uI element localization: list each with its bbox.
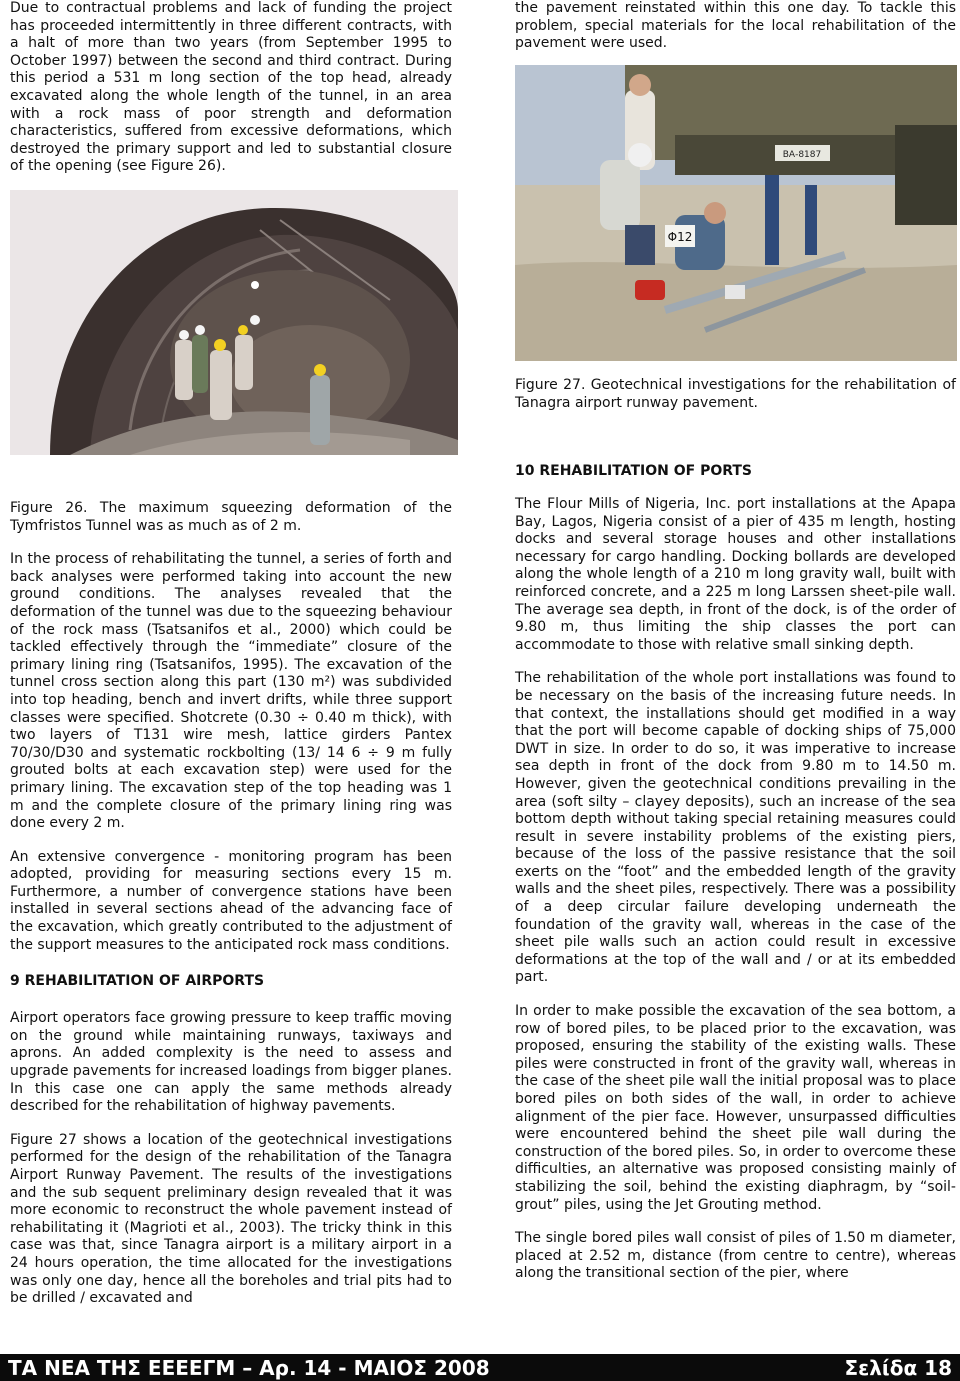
photo-sign-text: Φ12 <box>667 230 693 244</box>
paragraph-single-bored-piles: The single bored piles wall consist of piles of 1.50 m diameter, placed at 2.52 m, distance (from centre to centre), whereas along the transitional section of the pier, where <box>515 1230 956 1282</box>
paragraph-port-rehabilitation: The rehabilitation of the whole port installations was found to be necessary on the basis of the increasing future needs. In that context, the installations should get modified in a way that the port will become capable of docking ships of 75,000 DWT in size. In order to do so, it was imperative to increase sea depth in front of the dock from 9.80 m to 14.50 m. However, given the geotechnical conditions prevailing in the area (soft silty – clayey deposits), such an increase of the sea bottom depth without taking special retaining measures could result in severe instability problems of the existing piers, because of the loss of the passive resistance that the soil exerts on the “foot” and the embedded length of the gravity walls and the sheet piles, respectively. There was a possibility of a deep circular failure developing underneath the foundation of the gravity wall, whereas in the case of the sheet pile walls such an action could result in excessive deformations at the top of the wall and / or at its embedded part. <box>515 670 956 986</box>
figure-26-tunnel-photo <box>10 190 458 455</box>
left-column-bottom <box>10 500 452 1308</box>
section-9-heading: 9 REHABILITATION OF AIRPORTS <box>10 973 265 990</box>
footer-page-number: Σελίδα 18 <box>844 1356 952 1380</box>
paragraph-pavement-reinstated: the pavement reinstated within this one day. To tackle this problem, special materials for the local rehabilitation of the pavement were used. <box>515 0 956 52</box>
figure-26-caption: Figure 26. The maximum squeezing deformation of the Tymfristos Tunnel was as much as of 2 m. <box>10 500 452 534</box>
paragraph-tunnel-intro: Due to contractual problems and lack of funding the project has proceeded intermittently in three different contracts, with a halt of more than two years (from September 1995 to October 1997) between the second and third contract. During this period a 531 m long section of the top head, already excavated along the whole length of the tunnel, in an area with a rock mass of poor strength and deformation characteristics, suffered from excessive deformations, which destroyed the primary support and led to substantial closure of the opening (see Figure 26). <box>10 0 452 175</box>
paragraph-flour-mills: The Flour Mills of Nigeria, Inc. port installations at the Apapa Bay, Lagos, Nigeria consist of a pier of 435 m length, hosting docks and several storage houses and other installations necessary for cargo handling. Docking bollards are developed along the whole length of a 210 m long gravity wall, built with reinforced concrete, and a 225 m long Larssen sheet-pile wall. The average sea depth, in front of the dock, is of the order of 9.80 m, thus limiting the ship classes the port can accommodate to those with relative small sinking depth. <box>515 496 956 653</box>
page-footer <box>0 1354 960 1381</box>
paragraph-rehabilitating-tunnel: In the process of rehabilitating the tunnel, a series of forth and back analyses were performed taking into account the new ground conditions. The analyses revealed that the deformation of the tunnel was due to the squeezing behaviour of the rock mass (Tsatsanifos et al., 2000) which could be tackled effectively through the “immediate” closure of the primary lining ring (Tsatsanifos, 1995). The excavation of the tunnel cross section along this part (130 m²) was subdivided into top heading, bench and invert drifts, while three support classes were specified. Shotcrete (0.30 ÷ 0.40 m thick), with two layers of T131 wire mesh, lattice girders Pantex 70/30/D30 and systematic rockbolting (13/ 14 6 ÷ 9 m fully grouted bolts at each excavation step) were used for the primary lining. The excavation step of the top heading was 1 m and the complete closure of the primary lining ring was done every 2 m. <box>10 551 452 832</box>
left-column-top <box>10 0 452 176</box>
figure-27-caption-block <box>515 377 956 412</box>
right-column <box>515 0 956 53</box>
paragraph-figure-27-description: Figure 27 shows a location of the geotechnical investigations performed for the design of the rehabilitation of the Tanagra Airport Runway Pavement. The results of the investigations and the sub sequent preliminary design revealed that it was more economic to reconstruct the whole pavement instead of rehabilitating it (Magrioti et al., 2003). The tricky think in this case was that, since Tanagra airport is a military airport in a 24 hours operation, the time allocated for the investigations was only one day, hence all the boreholes and trial pits had to be drilled / excavated and <box>10 1131 452 1307</box>
right-column-ports <box>515 462 956 1283</box>
footer-publication-title: ΤΑ ΝΕΑ ΤΗΣ ΕΕΕΕΓΜ – Αρ. 14 - ΜΑΙΟΣ 2008 <box>8 1356 490 1380</box>
truck-plate-text: ΒΑ-8187 <box>782 150 822 160</box>
figure-27-airport-photo <box>515 65 957 361</box>
paragraph-bored-piles: In order to make possible the excavation of the sea bottom, a row of bored piles, to be placed prior to the excavation, was proposed, ensuring the stability of the existing walls. These piles were constructed in front of the gravity wall, whereas in the case of the sheet pile wall the initial proposal was to place bored piles on both sides of the wall, in order to achieve alignment of the pier face. However, unsurpassed difficulties were encountered behind the sheet pile wall during the construction of the bored piles. So, in order to overcome these difficulties, an alternative was proposed consisting mainly of stabilizing the soil, behind the existing diaphragm, by “soil-grout” piles, using the Jet Grouting method. <box>515 1003 956 1213</box>
figure-27-caption: Figure 27. Geotechnical investigations for the rehabilitation of Tanagra airport runway pavement. <box>515 377 956 411</box>
paragraph-convergence-monitoring: An extensive convergence - monitoring program has been adopted, providing for measuring sections every 15 m. Furthermore, a number of convergence stations have been installed in several sections ahead of the advancing face of the excavation, which greatly contributed to the adjustment of the support measures to the anticipated rock mass conditions. <box>10 848 452 953</box>
paragraph-airport-operators: Airport operators face growing pressure to keep traffic moving on the ground while maintaining runways, taxiways and aprons. An added complexity is the need to assess and upgrade pavements for increased loadings from bigger planes. In this case one can apply the same methods already described for the rehabilitation of highway pavements. <box>10 1010 452 1115</box>
section-10-heading: 10 REHABILITATION OF PORTS <box>515 463 753 479</box>
